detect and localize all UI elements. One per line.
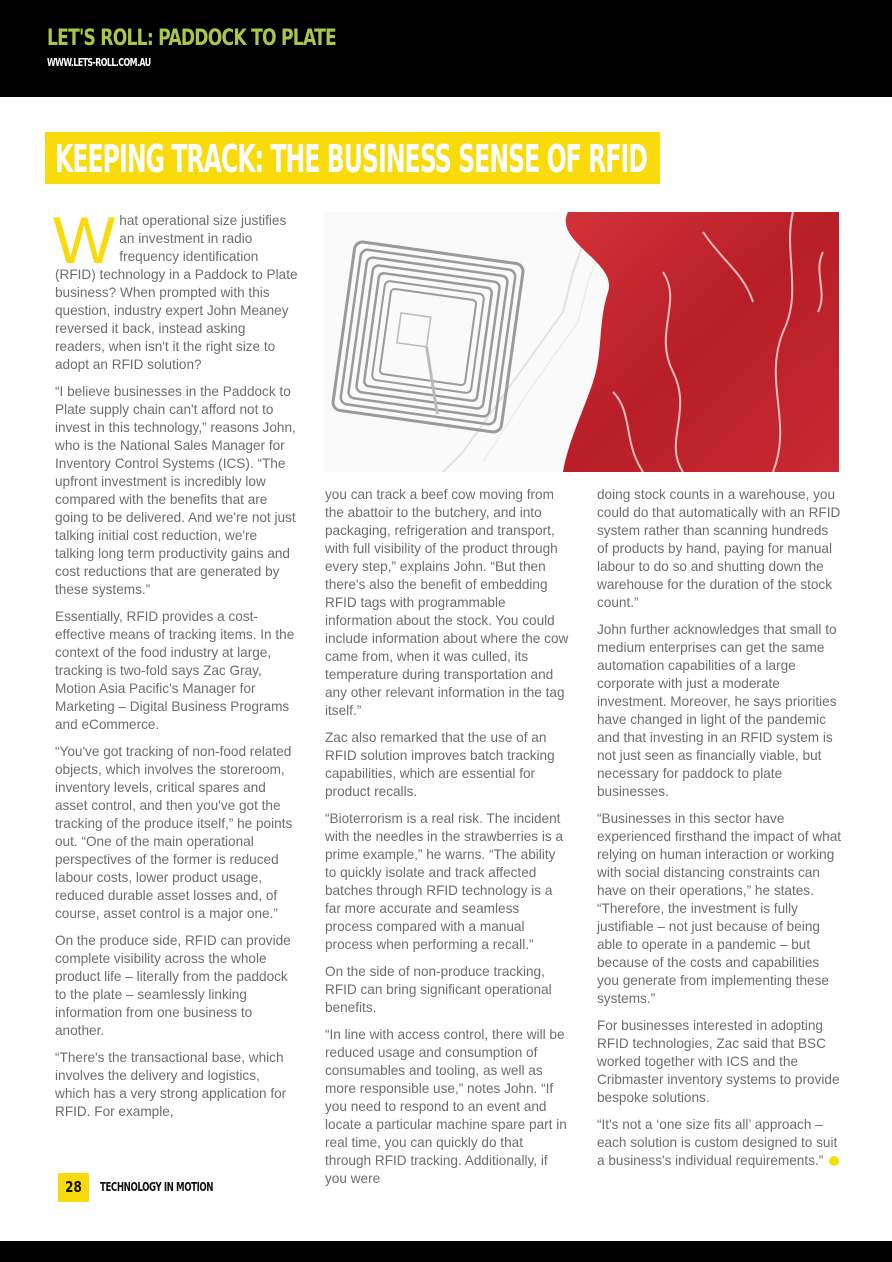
rfid-beef-illustration bbox=[323, 212, 839, 472]
paragraph: “It's not a ‘one size fits all’ approach – each solution is custom designed to suit a business's individual requirements.” bbox=[597, 1117, 838, 1168]
page-number: 28 bbox=[65, 1178, 82, 1196]
paragraph: Essentially, RFID provides a cost-effective means of tracking items. In the context of the food industry at large, tracking is two-fold says Zac Gray, Motion Asia Pacific's Manager for Marketing – Digital Business Programs and eCommerce. bbox=[55, 609, 295, 732]
paragraph: Zac also remarked that the use of an RFID solution improves batch tracking capabilities, which are essential for product recalls. bbox=[325, 730, 555, 799]
end-of-article-dot-icon bbox=[829, 1156, 839, 1166]
paragraph: you can track a beef cow moving from the abattoir to the butchery, and into packaging, refrigeration and transport, with full visibility of the product through every step,” explains John. “But then there's also the benefit of embedding RFID tags with programmable information about the stock. You could include information about where the cow came from, when it was culled, its temperature during transportation and any other relevant information in the tag itself.” bbox=[325, 487, 569, 718]
paragraph: doing stock counts in a warehouse, you could do that automatically with an RFID system rather than scanning hundreds of products by hand, paying for manual labour to do so and shutting down the warehouse for the duration of the stock count.” bbox=[597, 487, 841, 610]
paragraph: For businesses interested in adopting RFID technologies, Zac said that BSC worked together with ICS and the Cribmaster inventory systems to provide bespoke solutions. bbox=[597, 1018, 840, 1105]
bottom-bar bbox=[0, 1241, 892, 1262]
hero-image-rfid-tag-and-beef bbox=[323, 212, 839, 472]
paragraph: “I believe businesses in the Paddock to Plate supply chain can't afford not to invest in this technology,” reasons John, who is the National Sales Manager for Inventory Control Systems (ICS). “The upfront investment is incredibly low compared with the benefits that are going to be delivered. And we're not just talking initial cost reduction, we're talking long term productivity gains and cost reductions that are generated by these systems.” bbox=[55, 384, 296, 597]
magazine-name: TECHNOLOGY IN MOTION bbox=[100, 1180, 214, 1194]
paragraph: “Bioterrorism is a real risk. The incident with the needles in the strawberries is a prime example,” he warns. “The ability to quickly isolate and track affected batches through RFID technology is a far more accurate and seamless process compared with a manual process when performing a recall.” bbox=[325, 811, 564, 952]
paragraph: On the side of non-produce tracking, RFID can bring significant operational benefits. bbox=[325, 964, 552, 1015]
article-column-3 bbox=[597, 486, 842, 1179]
paragraph: “You've got tracking of non-food related objects, which involves the storeroom, inventory levels, critical spares and asset control, and then you've got the tracking of the produce itself,” he points out. “One of the main operational perspectives of the former is reduced labour costs, lower product usage, reduced durable asset losses and, of course, asset control is a major one.” bbox=[55, 744, 293, 921]
series-title: LET'S ROLL: PADDOCK TO PLATE bbox=[47, 26, 337, 51]
paragraph: What operational size justifies an investment in radio frequency identification (RFID) technology in a Paddock to Plate business? When prompted with this question, industry expert John Meaney reversed it back, instead asking readers, when isn't it the right size to adopt an RFID solution? bbox=[53, 203, 298, 372]
paragraph: John further acknowledges that small to medium enterprises can get the same automation capabilities of a large corporate with just a moderate investment. Moreover, he says priorities have changed in light of the pandemic and that investing in an RFID system is not just seen as financially viable, but necessary for paddock to plate businesses. bbox=[597, 622, 837, 799]
top-banner bbox=[0, 0, 892, 97]
drop-cap: W bbox=[53, 203, 116, 277]
article-column-1 bbox=[53, 203, 298, 1130]
paragraph: “In line with access control, there will be reduced usage and consumption of consumables and tooling, as well as more responsible use,” notes John. “If you need to respond to an event and locate a particular machine spare part in real time, you can quickly do that through RFID tracking. Additionally, if you were bbox=[325, 1027, 567, 1186]
article-column-2 bbox=[325, 486, 570, 1197]
paragraph: On the produce side, RFID can provide complete visibility across the whole product life – literally from the paddock to the plate – seamlessly linking information from one business to another. bbox=[55, 933, 291, 1038]
series-url[interactable]: WWW.LETS-ROLL.COM.AU bbox=[47, 56, 151, 69]
paragraph: “There's the transactional base, which involves the delivery and logistics, which has a very strong application for RFID. For example, bbox=[55, 1050, 287, 1119]
headline-banner bbox=[45, 132, 660, 184]
paragraph: “Businesses in this sector have experienced firsthand the impact of what relying on human interaction or working with social distancing constraints can have on their operations,” he states. “Therefore, the investment is fully justifiable – not just because of being able to operate in a pandemic – but because of the costs and capabilities you generate from implementing these systems.” bbox=[597, 811, 842, 1006]
article-headline: KEEPING TRACK: THE BUSINESS SENSE OF RFID bbox=[55, 137, 647, 181]
page-number-badge bbox=[58, 1173, 89, 1202]
